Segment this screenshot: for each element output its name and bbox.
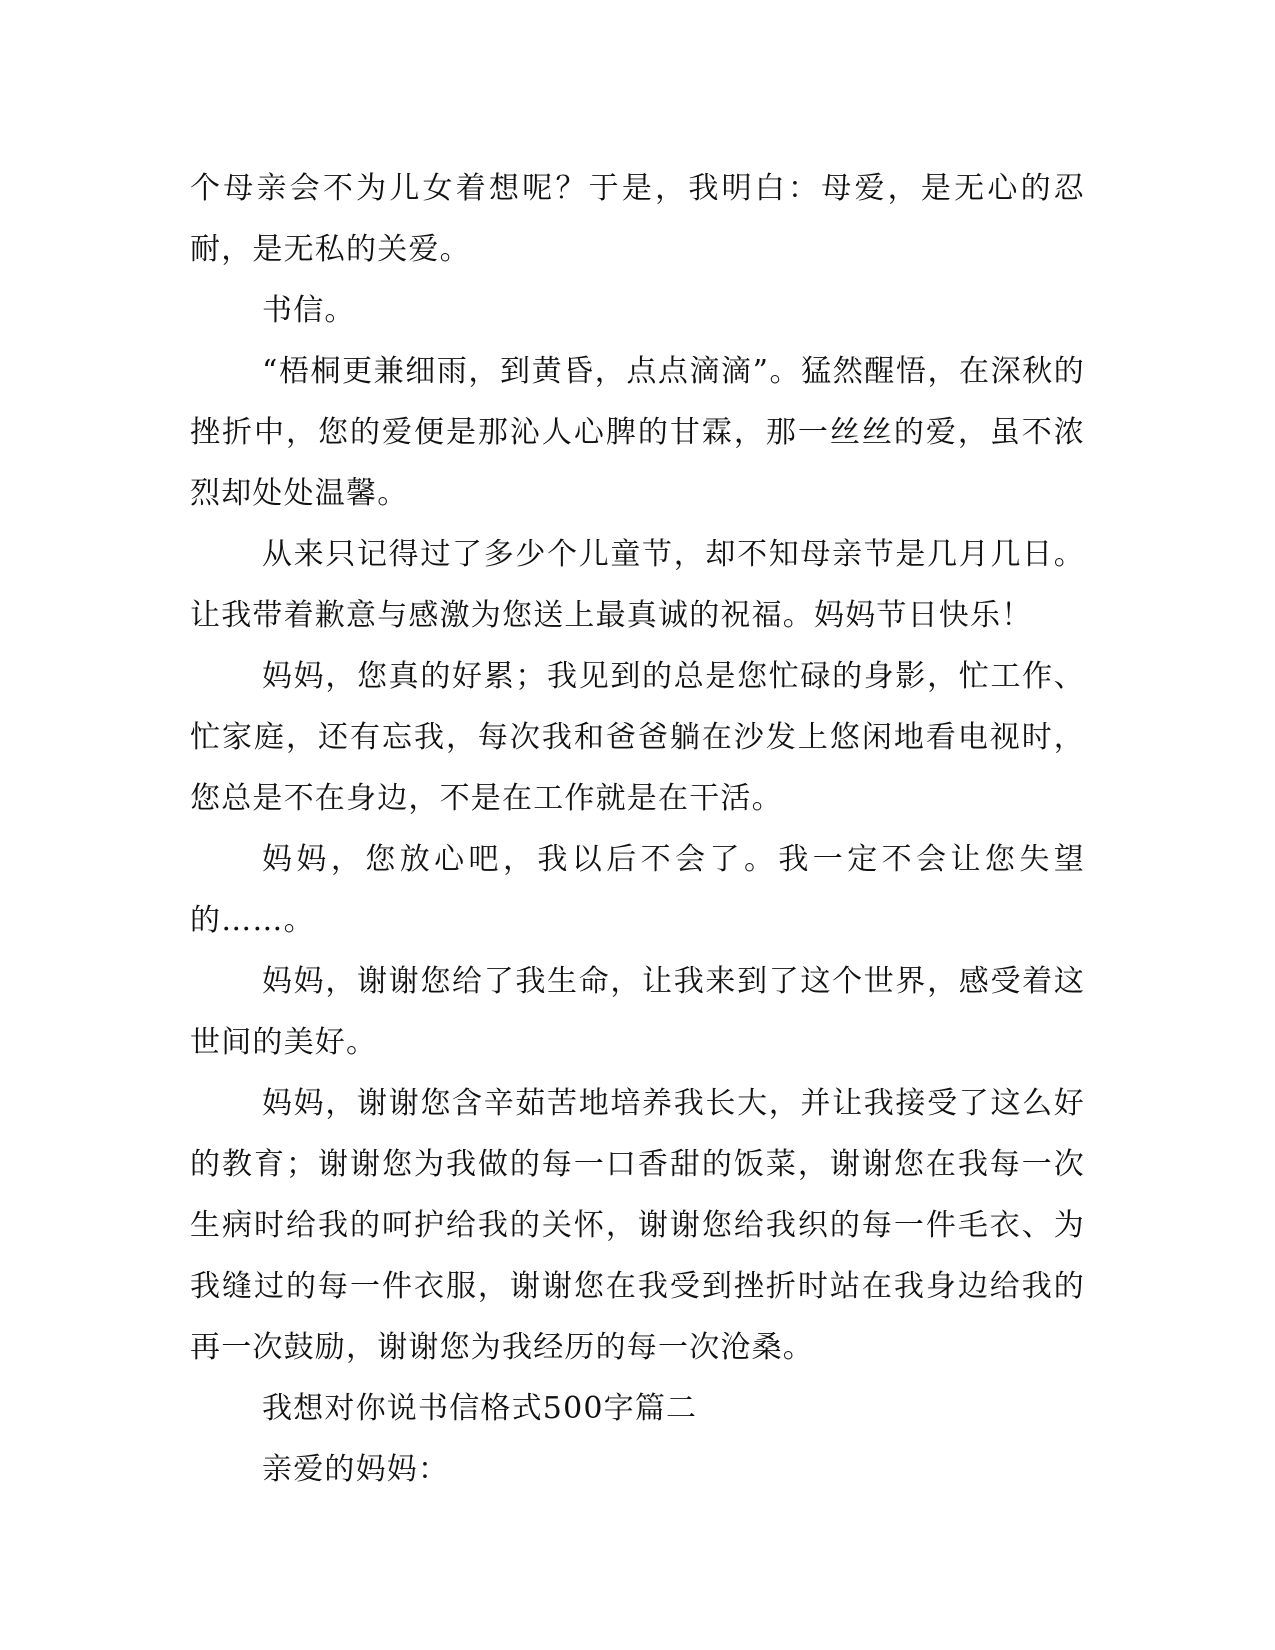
- letter-salutation: 亲爱的妈妈：: [262, 1452, 450, 1487]
- paragraph-thanks-list: 妈妈，谢谢您含辛茹苦地培养我长大，并让我接受了这么好的教育；谢谢您为我做的每一口香甜的饭菜，谢谢您在我每一次生病时给我的呵护给我的关怀，谢谢您给我织的每一件毛衣、为我缝过的每一件衣服，谢谢您在我受到挫折时站在我身边给我的再一次鼓励，谢谢您为我经历的每一次沧桑。: [190, 1086, 1085, 1365]
- paragraph-mom-tired: 妈妈，您真的好累；我见到的总是您忙碌的身影，忙工作、忙家庭，还有忘我，每次我和爸爸躺在沙发上悠闲地看电视时，您总是不在身边，不是在工作就是在干活。: [190, 659, 1085, 816]
- document-body: [190, 158, 1085, 1500]
- paragraph-mothers-day: 从来只记得过了多少个儿童节，却不知母亲节是几月几日。让我带着歉意与感激为您送上最真诚的祝福。妈妈节日快乐！: [190, 537, 1085, 633]
- paragraph-letter-heading: 书信。: [262, 293, 356, 328]
- paragraph-promise: 妈妈，您放心吧，我以后不会了。我一定不会让您失望的……。: [190, 842, 1085, 938]
- paragraph-poem-quote: “梧桐更兼细雨，到黄昏，点点滴滴”。猛然醒悟，在深秋的挫折中，您的爱便是那沁人心脾的甘霖，那一丝丝的爱，虽不浓烈却处处温馨。: [190, 354, 1085, 511]
- section-heading: 我想对你说书信格式500字篇二: [262, 1391, 698, 1426]
- paragraph-continuation: 个母亲会不为儿女着想呢？于是，我明白：母爱，是无心的忍耐，是无私的关爱。: [190, 171, 1085, 267]
- paragraph-thanks-life: 妈妈，谢谢您给了我生命，让我来到了这个世界，感受着这世间的美好。: [190, 964, 1085, 1060]
